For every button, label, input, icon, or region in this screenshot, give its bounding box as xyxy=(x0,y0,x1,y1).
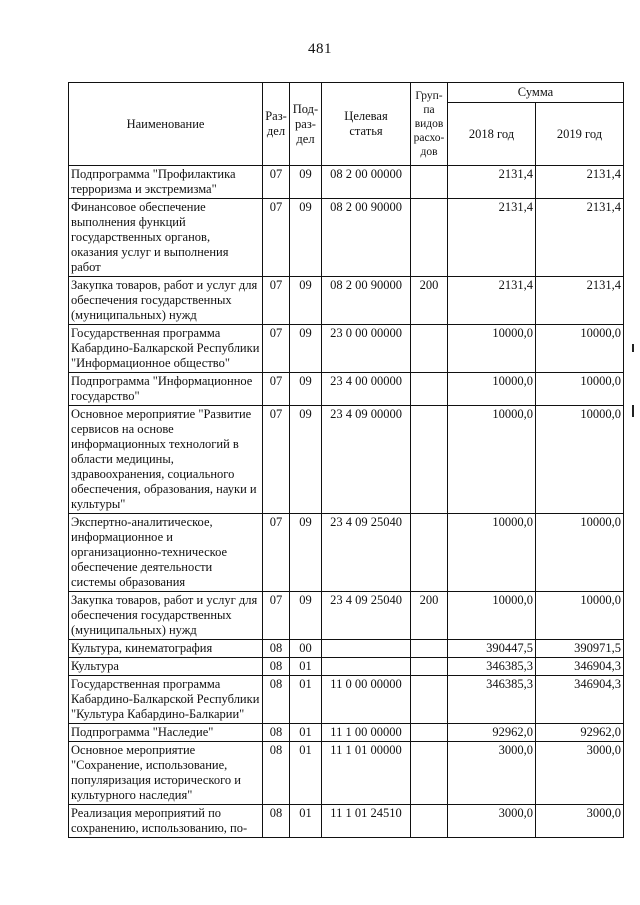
row-amount-2018: 346385,3 xyxy=(448,676,536,724)
header-expense-group: Груп- па видов расхо- дов xyxy=(411,83,448,166)
table-row xyxy=(69,199,624,277)
row-subsection: 01 xyxy=(290,658,322,676)
row-section: 07 xyxy=(263,373,290,406)
row-section: 07 xyxy=(263,514,290,592)
row-target-article: 23 4 09 25040 xyxy=(322,514,411,592)
row-amount-2019: 10000,0 xyxy=(536,514,624,592)
row-name: Культура, кинематография xyxy=(69,640,263,658)
row-name: Закупка товаров, работ и услуг для обеспечения государственных (муниципальных) нужд xyxy=(69,592,263,640)
header-target-article: Целевая статья xyxy=(322,83,411,166)
row-target-article: 11 1 00 00000 xyxy=(322,724,411,742)
row-amount-2019: 2131,4 xyxy=(536,277,624,325)
margin-mark xyxy=(632,344,634,352)
row-name: Основное мероприятие "Сохранение, использование, популяризация исторического и культурного наследия" xyxy=(69,742,263,805)
row-amount-2019: 2131,4 xyxy=(536,166,624,199)
row-amount-2018: 2131,4 xyxy=(448,166,536,199)
row-name: Экспертно-аналитическое, информационное и организационно-техническое обеспечение деятельности системы образования xyxy=(69,514,263,592)
row-expense-group xyxy=(411,805,448,838)
row-amount-2018: 3000,0 xyxy=(448,742,536,805)
row-amount-2018: 92962,0 xyxy=(448,724,536,742)
row-subsection: 09 xyxy=(290,325,322,373)
row-target-article: 11 0 00 00000 xyxy=(322,676,411,724)
row-name: Реализация мероприятий по сохранению, использованию, по- xyxy=(69,805,263,838)
table-row xyxy=(69,724,624,742)
row-amount-2018: 2131,4 xyxy=(448,199,536,277)
row-section: 08 xyxy=(263,640,290,658)
header-year-2018: 2018 год xyxy=(448,103,536,166)
row-subsection: 01 xyxy=(290,724,322,742)
header-sum: Сумма xyxy=(448,83,624,103)
table-row xyxy=(69,277,624,325)
row-subsection: 09 xyxy=(290,277,322,325)
row-name: Подпрограмма "Наследие" xyxy=(69,724,263,742)
row-target-article xyxy=(322,658,411,676)
row-subsection: 01 xyxy=(290,805,322,838)
row-expense-group xyxy=(411,406,448,514)
row-expense-group xyxy=(411,640,448,658)
row-subsection: 09 xyxy=(290,166,322,199)
row-section: 08 xyxy=(263,676,290,724)
table-row xyxy=(69,805,624,838)
row-amount-2019: 92962,0 xyxy=(536,724,624,742)
row-amount-2018: 10000,0 xyxy=(448,592,536,640)
table-row xyxy=(69,514,624,592)
row-amount-2019: 346904,3 xyxy=(536,658,624,676)
row-expense-group xyxy=(411,373,448,406)
table-row xyxy=(69,325,624,373)
row-amount-2018: 10000,0 xyxy=(448,325,536,373)
margin-mark xyxy=(632,405,634,417)
row-subsection: 09 xyxy=(290,199,322,277)
table-row xyxy=(69,166,624,199)
row-target-article: 11 1 01 00000 xyxy=(322,742,411,805)
row-amount-2019: 346904,3 xyxy=(536,676,624,724)
row-expense-group xyxy=(411,514,448,592)
row-expense-group xyxy=(411,676,448,724)
row-subsection: 01 xyxy=(290,676,322,724)
row-name: Государственная программа Кабардино-Балкарской Республики "Информационное общество" xyxy=(69,325,263,373)
row-amount-2019: 10000,0 xyxy=(536,373,624,406)
row-amount-2019: 10000,0 xyxy=(536,592,624,640)
row-expense-group xyxy=(411,724,448,742)
row-section: 08 xyxy=(263,724,290,742)
row-target-article: 23 4 00 00000 xyxy=(322,373,411,406)
row-amount-2019: 10000,0 xyxy=(536,406,624,514)
row-section: 07 xyxy=(263,277,290,325)
row-amount-2019: 10000,0 xyxy=(536,325,624,373)
row-name: Основное мероприятие "Развитие сервисов на основе информационных технологий в области медицины, здравоохранения, социального обеспечения, образования, науки и культуры" xyxy=(69,406,263,514)
table-row xyxy=(69,373,624,406)
row-amount-2019: 2131,4 xyxy=(536,199,624,277)
row-amount-2018: 10000,0 xyxy=(448,514,536,592)
header-row xyxy=(69,83,624,103)
row-amount-2019: 390971,5 xyxy=(536,640,624,658)
row-section: 07 xyxy=(263,199,290,277)
row-expense-group xyxy=(411,658,448,676)
row-expense-group: 200 xyxy=(411,592,448,640)
row-amount-2018: 2131,4 xyxy=(448,277,536,325)
row-expense-group xyxy=(411,166,448,199)
header-subsection: Под- раз- дел xyxy=(290,83,322,166)
row-subsection: 01 xyxy=(290,742,322,805)
row-target-article: 08 2 00 90000 xyxy=(322,199,411,277)
row-target-article xyxy=(322,640,411,658)
row-subsection: 09 xyxy=(290,373,322,406)
row-target-article: 23 4 09 25040 xyxy=(322,592,411,640)
row-subsection: 09 xyxy=(290,406,322,514)
row-section: 07 xyxy=(263,325,290,373)
row-expense-group: 200 xyxy=(411,277,448,325)
row-expense-group xyxy=(411,325,448,373)
page-number: 481 xyxy=(308,41,332,57)
row-section: 07 xyxy=(263,166,290,199)
row-target-article: 23 4 09 00000 xyxy=(322,406,411,514)
header-section: Раз- дел xyxy=(263,83,290,166)
row-expense-group xyxy=(411,199,448,277)
table-row xyxy=(69,640,624,658)
row-subsection: 09 xyxy=(290,592,322,640)
table-row xyxy=(69,406,624,514)
table-row xyxy=(69,742,624,805)
row-amount-2018: 3000,0 xyxy=(448,805,536,838)
row-amount-2019: 3000,0 xyxy=(536,742,624,805)
row-section: 08 xyxy=(263,742,290,805)
table-row xyxy=(69,592,624,640)
row-name: Культура xyxy=(69,658,263,676)
row-name: Подпрограмма "Профилактика терроризма и экстремизма" xyxy=(69,166,263,199)
row-name: Закупка товаров, работ и услуг для обеспечения государственных (муниципальных) нужд xyxy=(69,277,263,325)
row-section: 07 xyxy=(263,592,290,640)
header-year-2019: 2019 год xyxy=(536,103,624,166)
row-amount-2018: 10000,0 xyxy=(448,406,536,514)
row-target-article: 08 2 00 90000 xyxy=(322,277,411,325)
row-amount-2018: 346385,3 xyxy=(448,658,536,676)
table-row xyxy=(69,676,624,724)
row-amount-2018: 390447,5 xyxy=(448,640,536,658)
row-target-article: 08 2 00 00000 xyxy=(322,166,411,199)
row-section: 08 xyxy=(263,658,290,676)
row-amount-2019: 3000,0 xyxy=(536,805,624,838)
budget-table xyxy=(68,82,624,838)
row-target-article: 23 0 00 00000 xyxy=(322,325,411,373)
row-name: Подпрограмма "Информационное государство" xyxy=(69,373,263,406)
row-subsection: 09 xyxy=(290,514,322,592)
row-name: Государственная программа Кабардино-Балкарской Республики "Культура Кабардино-Балкарии" xyxy=(69,676,263,724)
row-name: Финансовое обеспечение выполнения функций государственных органов, оказания услуг и выполнения работ xyxy=(69,199,263,277)
table-row xyxy=(69,658,624,676)
row-expense-group xyxy=(411,742,448,805)
row-target-article: 11 1 01 24510 xyxy=(322,805,411,838)
header-name: Наименование xyxy=(69,83,263,166)
row-subsection: 00 xyxy=(290,640,322,658)
row-section: 07 xyxy=(263,406,290,514)
row-section: 08 xyxy=(263,805,290,838)
row-amount-2018: 10000,0 xyxy=(448,373,536,406)
